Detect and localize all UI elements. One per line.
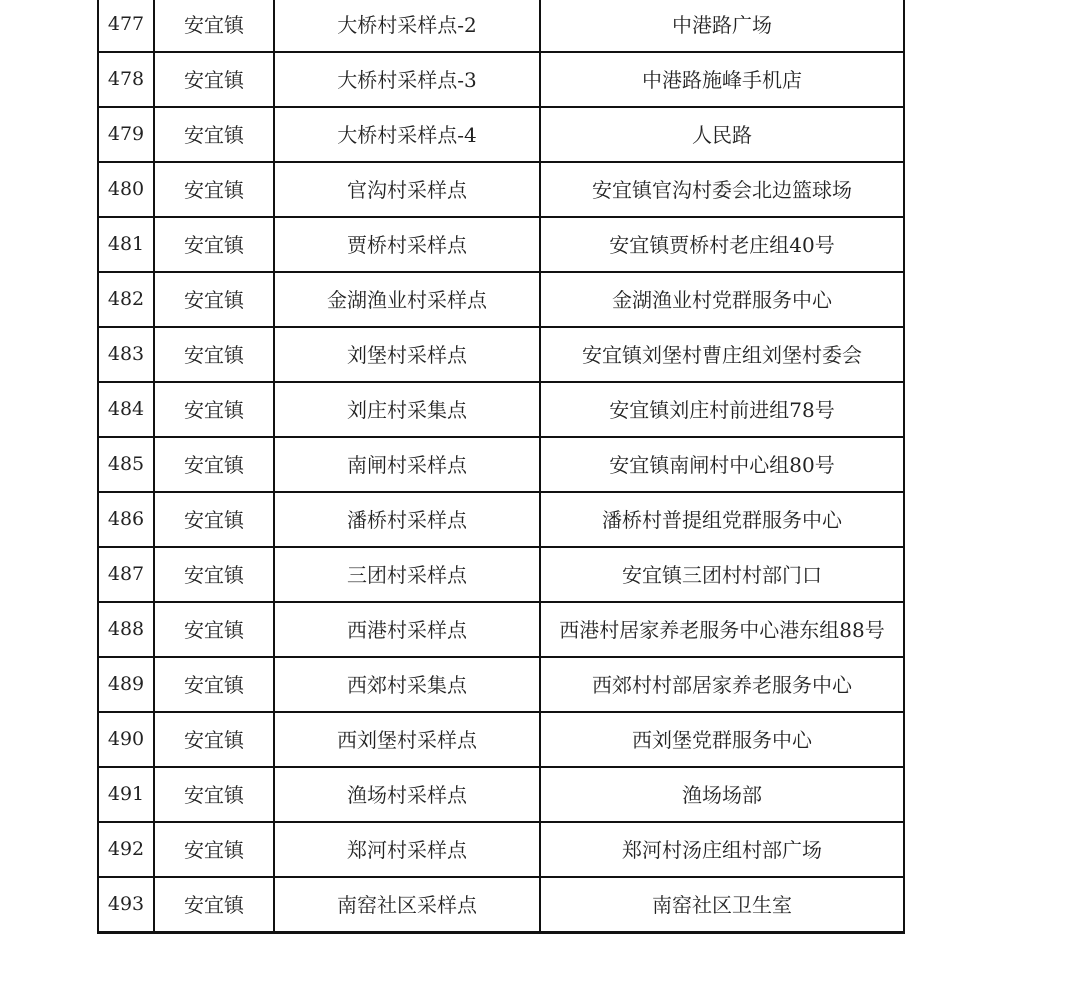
table-row <box>98 107 904 162</box>
sampling-point-cell: 渔场村采样点 <box>274 767 540 822</box>
sampling-point-cell: 大桥村采样点-2 <box>274 0 540 52</box>
town-cell: 安宜镇 <box>154 382 274 437</box>
town-cell: 安宜镇 <box>154 437 274 492</box>
address-cell: 中港路广场 <box>540 0 904 52</box>
row-number: 493 <box>98 877 154 933</box>
address-cell: 安宜镇官沟村委会北边篮球场 <box>540 162 904 217</box>
table-row <box>98 272 904 327</box>
address-cell: 金湖渔业村党群服务中心 <box>540 272 904 327</box>
sampling-point-cell: 西郊村采集点 <box>274 657 540 712</box>
address-cell: 安宜镇南闸村中心组80号 <box>540 437 904 492</box>
sampling-point-cell: 南闸村采样点 <box>274 437 540 492</box>
sampling-point-cell: 金湖渔业村采样点 <box>274 272 540 327</box>
table-row <box>98 712 904 767</box>
town-cell: 安宜镇 <box>154 712 274 767</box>
table-row <box>98 327 904 382</box>
address-cell: 安宜镇刘庄村前进组78号 <box>540 382 904 437</box>
town-cell: 安宜镇 <box>154 822 274 877</box>
town-cell: 安宜镇 <box>154 327 274 382</box>
address-cell: 潘桥村普提组党群服务中心 <box>540 492 904 547</box>
table-row <box>98 767 904 822</box>
town-cell: 安宜镇 <box>154 0 274 52</box>
row-number: 486 <box>98 492 154 547</box>
address-cell: 南窑社区卫生室 <box>540 877 904 933</box>
town-cell: 安宜镇 <box>154 657 274 712</box>
row-number: 492 <box>98 822 154 877</box>
row-number: 491 <box>98 767 154 822</box>
row-number: 488 <box>98 602 154 657</box>
row-number: 490 <box>98 712 154 767</box>
sampling-point-cell: 西刘堡村采样点 <box>274 712 540 767</box>
address-cell: 人民路 <box>540 107 904 162</box>
sampling-point-cell: 三团村采样点 <box>274 547 540 602</box>
table-row <box>98 492 904 547</box>
address-cell: 西港村居家养老服务中心港东组88号 <box>540 602 904 657</box>
sampling-point-cell: 西港村采样点 <box>274 602 540 657</box>
table-row <box>98 657 904 712</box>
town-cell: 安宜镇 <box>154 272 274 327</box>
sampling-point-cell: 南窑社区采样点 <box>274 877 540 933</box>
town-cell: 安宜镇 <box>154 217 274 272</box>
row-number: 481 <box>98 217 154 272</box>
table-row <box>98 217 904 272</box>
sampling-point-cell: 官沟村采样点 <box>274 162 540 217</box>
town-cell: 安宜镇 <box>154 602 274 657</box>
table-row <box>98 437 904 492</box>
address-cell: 郑河村汤庄组村部广场 <box>540 822 904 877</box>
address-cell: 安宜镇三团村村部门口 <box>540 547 904 602</box>
table-row <box>98 602 904 657</box>
table-row <box>98 877 904 933</box>
row-number: 482 <box>98 272 154 327</box>
sampling-point-cell: 大桥村采样点-4 <box>274 107 540 162</box>
row-number: 480 <box>98 162 154 217</box>
address-cell: 渔场场部 <box>540 767 904 822</box>
table-row <box>98 822 904 877</box>
row-number: 489 <box>98 657 154 712</box>
town-cell: 安宜镇 <box>154 52 274 107</box>
sampling-point-cell: 刘堡村采样点 <box>274 327 540 382</box>
town-cell: 安宜镇 <box>154 107 274 162</box>
table-row <box>98 382 904 437</box>
row-number: 478 <box>98 52 154 107</box>
address-cell: 安宜镇贾桥村老庄组40号 <box>540 217 904 272</box>
table-row <box>98 0 904 52</box>
town-cell: 安宜镇 <box>154 492 274 547</box>
address-cell: 西刘堡党群服务中心 <box>540 712 904 767</box>
town-cell: 安宜镇 <box>154 547 274 602</box>
row-number: 477 <box>98 0 154 52</box>
town-cell: 安宜镇 <box>154 877 274 933</box>
row-number: 484 <box>98 382 154 437</box>
town-cell: 安宜镇 <box>154 162 274 217</box>
row-number: 483 <box>98 327 154 382</box>
address-cell: 西郊村村部居家养老服务中心 <box>540 657 904 712</box>
row-number: 485 <box>98 437 154 492</box>
row-number: 479 <box>98 107 154 162</box>
address-cell: 安宜镇刘堡村曹庄组刘堡村委会 <box>540 327 904 382</box>
table-row <box>98 52 904 107</box>
table-row <box>98 547 904 602</box>
sampling-point-cell: 刘庄村采集点 <box>274 382 540 437</box>
sampling-point-cell: 郑河村采样点 <box>274 822 540 877</box>
sampling-points-table <box>97 0 905 934</box>
table-row <box>98 162 904 217</box>
address-cell: 中港路施峰手机店 <box>540 52 904 107</box>
sampling-point-cell: 贾桥村采样点 <box>274 217 540 272</box>
row-number: 487 <box>98 547 154 602</box>
sampling-point-cell: 大桥村采样点-3 <box>274 52 540 107</box>
sampling-point-cell: 潘桥村采样点 <box>274 492 540 547</box>
town-cell: 安宜镇 <box>154 767 274 822</box>
